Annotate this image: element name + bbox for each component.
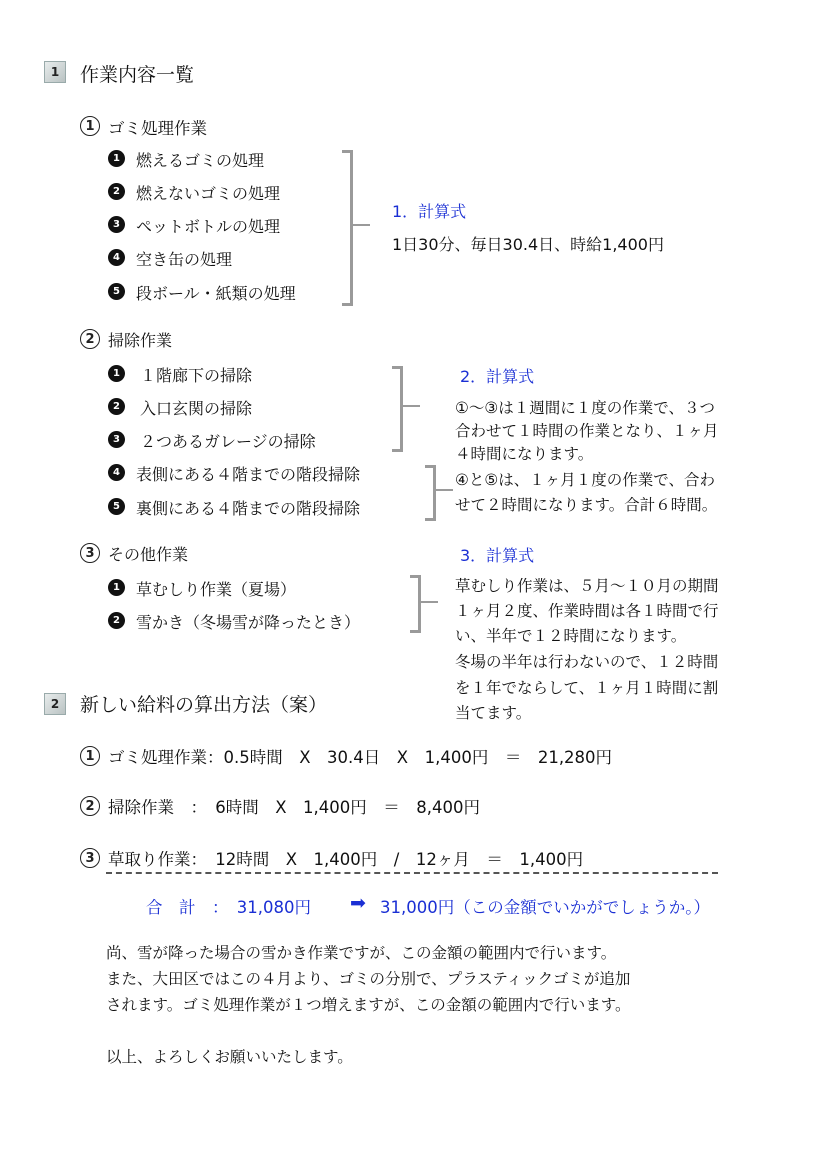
arrow-right-icon: ➡ [350,892,366,914]
list-item: １階廊下の掃除 [140,366,253,385]
bullet-number: 3 [108,431,125,448]
list-item: 表側にある４階までの階段掃除 [136,465,361,484]
list-item: 裏側にある４階までの階段掃除 [136,499,361,518]
bracket-tick [352,224,370,226]
bullet-number: 5 [108,283,125,300]
list-item: 草むしり作業（夏場） [136,580,297,599]
list-item: 燃えないゴミの処理 [136,184,281,203]
section-number-badge: 2 [44,693,66,715]
group-number-circle: 3 [80,543,100,563]
bullet-number: 3 [108,216,125,233]
calc-line: 合わせて１時間の作業となり、１ヶ月 [455,422,719,440]
group-number-circle: 2 [80,329,100,349]
bracket-tick [420,601,438,603]
bullet-number: 2 [108,612,125,629]
bullet-number: 1 [108,579,125,596]
calc-line: を１年でならして、１ヶ月１時間に割 [455,679,719,697]
list-item: 雪かき（冬場雪が降ったとき） [136,613,361,632]
bullet-number: 5 [108,498,125,515]
bullet-number: 2 [108,398,125,415]
note-line: されます。ゴミ処理作業が１つ増えますが、この金額の範囲内で行います。 [106,996,631,1014]
calc-line: 草むしり作業は、５月〜１０月の期間 [455,577,719,595]
calc-row: 掃除作業 ： 6時間 X 1,400円 ＝ 8,400円 [108,798,481,817]
group-title: 掃除作業 [108,331,173,350]
list-item: ペットボトルの処理 [136,217,281,236]
calc-title: 2．計算式 [460,367,535,386]
list-item: 空き缶の処理 [136,250,233,269]
note-line: 尚、雪が降った場合の雪かき作業ですが、この金額の範囲内で行います。 [106,944,617,962]
list-item: 燃えるゴミの処理 [136,151,265,170]
note-line: また、大田区ではこの４月より、ゴミの分別で、プラスティックゴミが追加 [106,970,631,988]
calc-text: 1日30分、毎日30.4日、時給1,400円 [392,235,664,254]
bracket [392,366,403,452]
list-item: 入口玄関の掃除 [140,399,253,418]
calc-row: 草取り作業： 12時間 X 1,400円 / 12ヶ月 ＝ 1,400円 [108,850,584,869]
calc-line: 当てます。 [455,704,532,722]
row-number-circle: 1 [80,746,100,766]
calc-line: い、半年で１２時間になります。 [455,627,687,645]
bullet-number: 4 [108,249,125,266]
list-item: ２つあるガレージの掃除 [140,432,316,451]
calc-line: ④と⑤は、１ヶ月１度の作業で、合わ [455,471,715,489]
bullet-number: 2 [108,183,125,200]
calc-line: 冬場の半年は行わないので、１２時間 [455,653,719,671]
section-title: 新しい給料の算出方法（案） [80,694,328,716]
calc-line: ４時間になります。 [455,445,594,463]
calc-line: ①〜③は１週間に１度の作業で、３つ [455,399,715,417]
bracket-tick [435,489,453,491]
bracket [342,150,353,306]
calc-line: １ヶ月２度、作業時間は各１時間で行 [455,602,719,620]
total-result: 31,000円（この金額でいかがでしょうか。） [380,898,710,917]
bullet-number: 1 [108,150,125,167]
dashed-divider [106,872,718,874]
group-title: ゴミ処理作業 [108,119,207,138]
calc-row: ゴミ処理作業：0.5時間 X 30.4日 X 1,400円 ＝ 21,280円 [108,748,613,767]
closing-text: 以上、よろしくお願いいたします。 [106,1048,353,1066]
calc-line: せて２時間になります。合計６時間。 [455,496,718,514]
section-number-badge: 1 [44,61,66,83]
section-title: 作業内容一覧 [80,64,195,86]
calc-title: 1．計算式 [392,202,467,221]
bullet-number: 1 [108,365,125,382]
group-number-circle: 1 [80,116,100,136]
row-number-circle: 2 [80,796,100,816]
bracket-tick [402,405,420,407]
calc-title: 3．計算式 [460,546,535,565]
bracket [410,575,421,633]
list-item: 段ボール・紙類の処理 [136,284,296,303]
total-label: 合 計 ： 31,080円 [146,898,311,917]
bracket [425,465,436,521]
row-number-circle: 3 [80,848,100,868]
group-title: その他作業 [108,545,189,564]
bullet-number: 4 [108,464,125,481]
